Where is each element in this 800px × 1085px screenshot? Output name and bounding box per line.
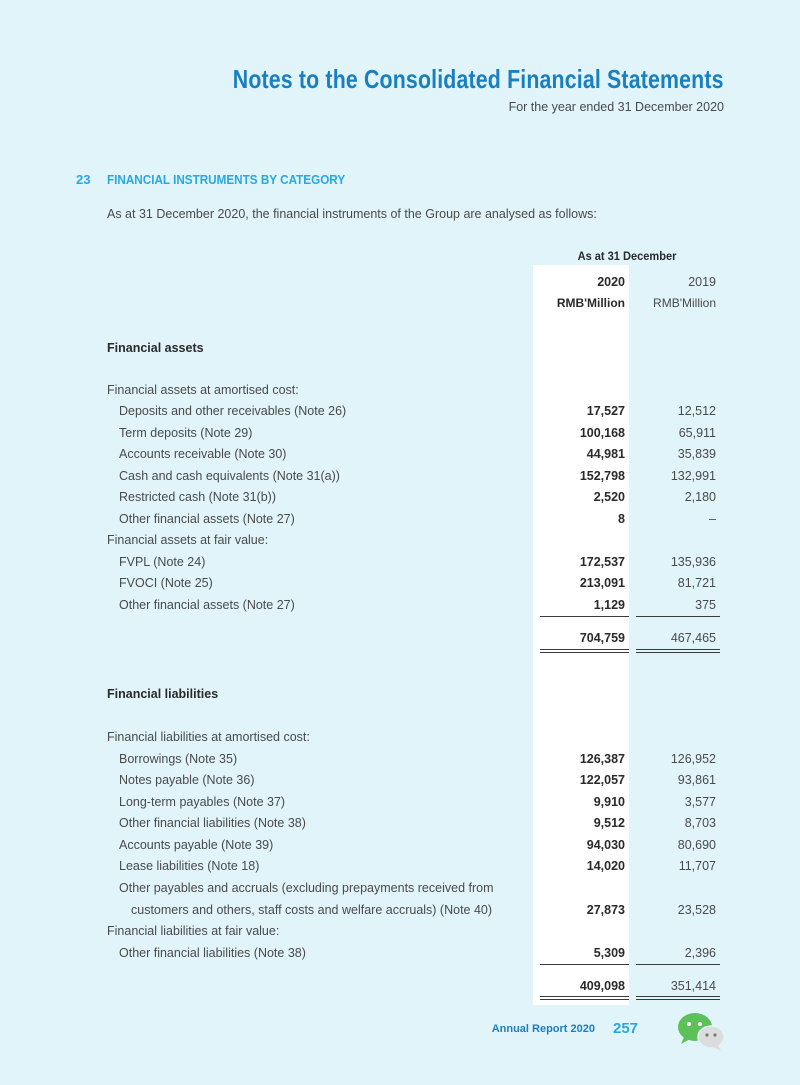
section-number: 23	[76, 172, 91, 187]
liabilities-total-2019: 351,414	[670, 979, 716, 993]
value-2020: 172,537	[579, 555, 625, 569]
col-2020-year: 2020	[597, 275, 625, 289]
row-label: Accounts payable (Note 39)	[119, 838, 274, 852]
value-2020: 8	[618, 512, 625, 526]
value-2019: 81,721	[677, 576, 716, 590]
value-2020: 152,798	[579, 469, 625, 483]
assets-total-2019: 467,465	[670, 631, 716, 645]
value-2019: 135,936	[670, 555, 716, 569]
value-2019: 80,690	[677, 838, 716, 852]
row-label-continued: customers and others, staff costs and welfare accruals) (Note 40)	[131, 903, 493, 917]
column-group-header: As at 31 December	[577, 249, 677, 263]
row-label: Notes payable (Note 36)	[119, 773, 255, 787]
assets-subtotal-rule-2019	[636, 616, 720, 617]
row-label: Other financial assets (Note 27)	[119, 512, 295, 526]
row-label: Borrowings (Note 35)	[119, 752, 238, 766]
value-2019: 35,839	[677, 447, 716, 461]
footer-report-label: Annual Report 2020	[491, 1023, 595, 1035]
row-label: Deposits and other receivables (Note 26)	[119, 404, 347, 418]
assets-fair-value-heading: Financial assets at fair value:	[107, 533, 269, 547]
value-2019: 132,991	[670, 469, 716, 483]
value-2019: 2,396	[684, 946, 716, 960]
row-label: Other financial assets (Note 27)	[119, 598, 295, 612]
value-2020: 5,309	[593, 946, 625, 960]
row-label: Other financial liabilities (Note 38)	[119, 946, 306, 960]
value-2020: 14,020	[586, 859, 625, 873]
value-2020: 1,129	[593, 598, 625, 612]
row-label: FVPL (Note 24)	[119, 555, 206, 569]
value-2019: 2,180	[684, 490, 716, 504]
value-2019: 11,707	[678, 859, 716, 873]
assets-total-2020: 704,759	[579, 631, 625, 645]
liabilities-total-double-rule-2020	[540, 996, 629, 997]
value-2019: 126,952	[670, 752, 716, 766]
liabilities-amortised-heading: Financial liabilities at amortised cost:	[107, 730, 310, 744]
row-label: Accounts receivable (Note 30)	[119, 447, 287, 461]
value-2019: 65,911	[678, 426, 716, 440]
assets-total-double-rule-2020b	[540, 652, 629, 653]
row-label: Other payables and accruals (excluding prepayments received from	[119, 881, 494, 895]
assets-subtotal-rule-2020	[540, 616, 629, 617]
liabilities-total-double-rule-2020b	[540, 999, 629, 1000]
value-2020: 126,387	[579, 752, 625, 766]
value-2020: 100,168	[579, 426, 625, 440]
value-2020: 122,057	[579, 773, 625, 787]
row-label: Lease liabilities (Note 18)	[119, 859, 260, 873]
liabilities-total-double-rule-2019b	[636, 999, 720, 1000]
row-label: Other financial liabilities (Note 38)	[119, 816, 306, 830]
value-2019: 3,577	[684, 795, 716, 809]
liabilities-total-2020: 409,098	[579, 979, 625, 993]
row-label: Restricted cash (Note 31(b))	[119, 490, 277, 504]
value-2020: 94,030	[586, 838, 625, 852]
liabilities-total-double-rule-2019	[636, 996, 720, 997]
liabilities-heading: Financial liabilities	[107, 687, 219, 701]
value-2020: 44,981	[586, 447, 625, 461]
liabilities-subtotal-rule-2019	[636, 964, 720, 965]
row-label: Cash and cash equivalents (Note 31(a))	[119, 469, 340, 483]
section-title: FINANCIAL INSTRUMENTS BY CATEGORY	[107, 172, 346, 187]
value-2019: 12,512	[677, 404, 716, 418]
assets-amortised-heading: Financial assets at amortised cost:	[107, 383, 299, 397]
assets-total-double-rule-2019	[636, 649, 720, 650]
liabilities-subtotal-rule-2020	[540, 964, 629, 965]
value-2020: 213,091	[579, 576, 625, 590]
col-2019-unit: RMB'Million	[653, 296, 716, 310]
value-2020: 27,873	[586, 903, 625, 917]
col-2020-unit: RMB'Million	[556, 296, 625, 310]
value-2020: 9,512	[593, 816, 625, 830]
row-label: Term deposits (Note 29)	[119, 426, 253, 440]
value-2019: –	[709, 512, 716, 526]
assets-total-double-rule-2019b	[636, 652, 720, 653]
value-2019: 375	[695, 598, 716, 612]
value-2020: 2,520	[593, 490, 625, 504]
liabilities-fair-value-heading: Financial liabilities at fair value:	[107, 924, 280, 938]
row-label: Long-term payables (Note 37)	[119, 795, 286, 809]
page-header-title: Notes to the Consolidated Financial Statements	[233, 64, 724, 94]
value-2019: 23,528	[677, 903, 716, 917]
section-intro: As at 31 December 2020, the financial instruments of the Group are analysed as follows:	[107, 207, 597, 221]
value-2020: 17,527	[586, 404, 625, 418]
row-label: FVOCI (Note 25)	[119, 576, 213, 590]
assets-heading: Financial assets	[107, 341, 204, 355]
value-2019: 8,703	[684, 816, 716, 830]
value-2019: 93,861	[677, 773, 716, 787]
wechat-logo-icon	[676, 1010, 726, 1052]
value-2020: 9,910	[593, 795, 625, 809]
assets-total-double-rule-2020	[540, 649, 629, 650]
col-2019-year: 2019	[688, 275, 716, 289]
footer-page-number: 257	[613, 1020, 639, 1037]
page-header-subtitle: For the year ended 31 December 2020	[508, 100, 724, 114]
